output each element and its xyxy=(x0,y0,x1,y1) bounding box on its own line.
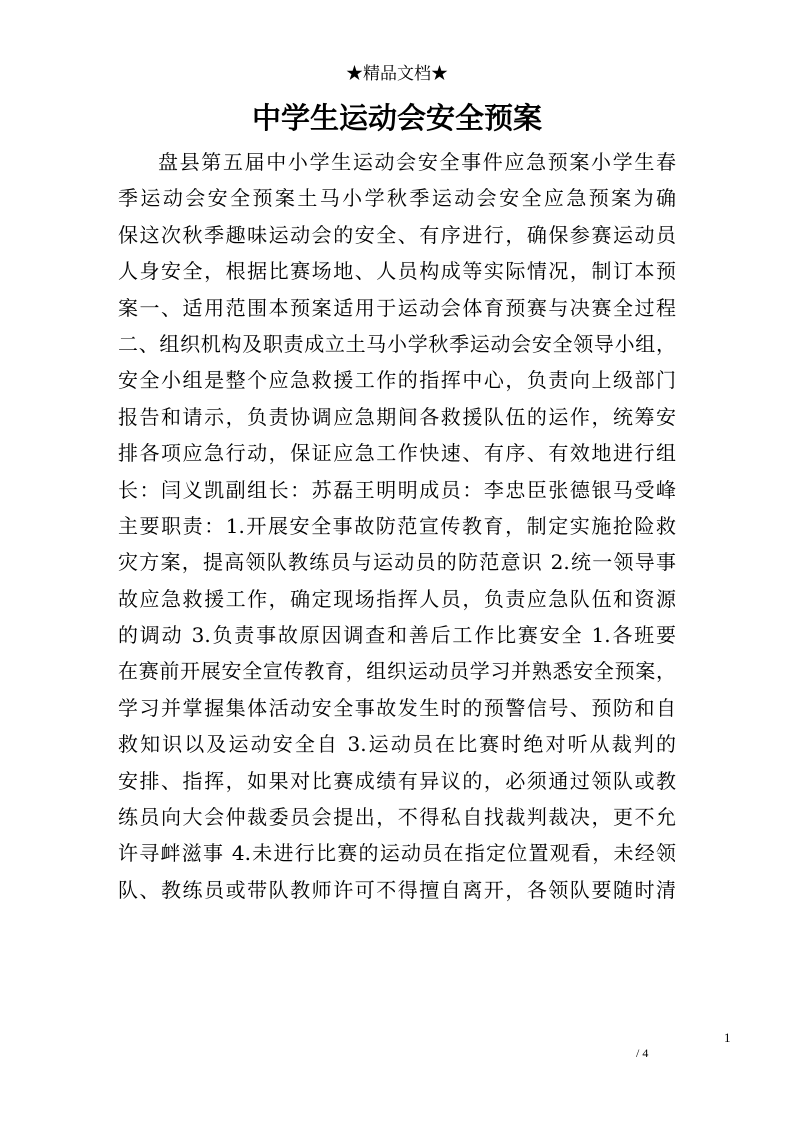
body-line: 长：闫义凯副组长：苏磊王明明成员：李忠臣张德银马受峰 xyxy=(118,477,676,502)
page-total: / 4 xyxy=(636,1046,649,1060)
body-line: 故应急救援工作，确定现场指挥人员，负责应急队伍和资源 xyxy=(118,586,676,611)
page-number: 1 xyxy=(724,1030,731,1045)
body-line: 练员向大会仲裁委员会提出，不得私自找裁判裁决，更不允 xyxy=(118,805,676,830)
body-line: 盘县第五届中小学生运动会安全事件应急预案小学生春 xyxy=(158,150,676,174)
body-line: 灾方案，提高领队教练员与运动员的防范意识 2.统一领导事 xyxy=(118,550,676,575)
body-line: 队、教练员或带队教师许可不得擅自离开，各领队要随时清 xyxy=(118,877,676,902)
body-line: 安全小组是整个应急救援工作的指挥中心，负责向上级部门 xyxy=(118,368,676,393)
body-line: 保这次秋季趣味运动会的安全、有序进行，确保参赛运动员 xyxy=(118,222,676,247)
body-line: 案一、适用范围本预案适用于运动会体育预赛与决赛全过程 xyxy=(118,295,676,320)
body-line: 排各项应急行动，保证应急工作快速、有序、有效地进行组 xyxy=(118,441,676,466)
body-line: 季运动会安全预案土马小学秋季运动会安全应急预案为确 xyxy=(118,186,676,211)
body-line: 人身安全，根据比赛场地、人员构成等实际情况，制订本预 xyxy=(118,259,676,284)
body-line: 许寻衅滋事 4.未进行比赛的运动员在指定位置观看，未经领 xyxy=(118,841,676,866)
body-line: 安排、指挥，如果对比赛成绩有异议的，必须通过领队或教 xyxy=(118,768,676,793)
body-line: 救知识以及运动安全自 3.运动员在比赛时绝对听从裁判的 xyxy=(118,732,676,757)
document-body xyxy=(118,144,676,908)
body-line: 主要职责：1.开展安全事故防范宣传教育，制定实施抢险救 xyxy=(118,513,676,538)
document-title: 中学生运动会安全预案 xyxy=(251,101,542,135)
body-line: 在赛前开展安全宣传教育，组织运动员学习并熟悉安全预案， xyxy=(118,659,676,684)
body-line: 学习并掌握集体活动安全事故发生时的预警信号、预防和自 xyxy=(118,695,676,720)
document-header-banner: ★精品文档★ xyxy=(346,64,448,84)
body-line: 的调动 3.负责事故原因调查和善后工作比赛安全 1.各班要 xyxy=(118,623,676,648)
body-line: 报告和请示，负责协调应急期间各救援队伍的运作，统筹安 xyxy=(118,404,676,429)
body-line: 二、组织机构及职责成立土马小学秋季运动会安全领导小组， xyxy=(118,331,676,356)
